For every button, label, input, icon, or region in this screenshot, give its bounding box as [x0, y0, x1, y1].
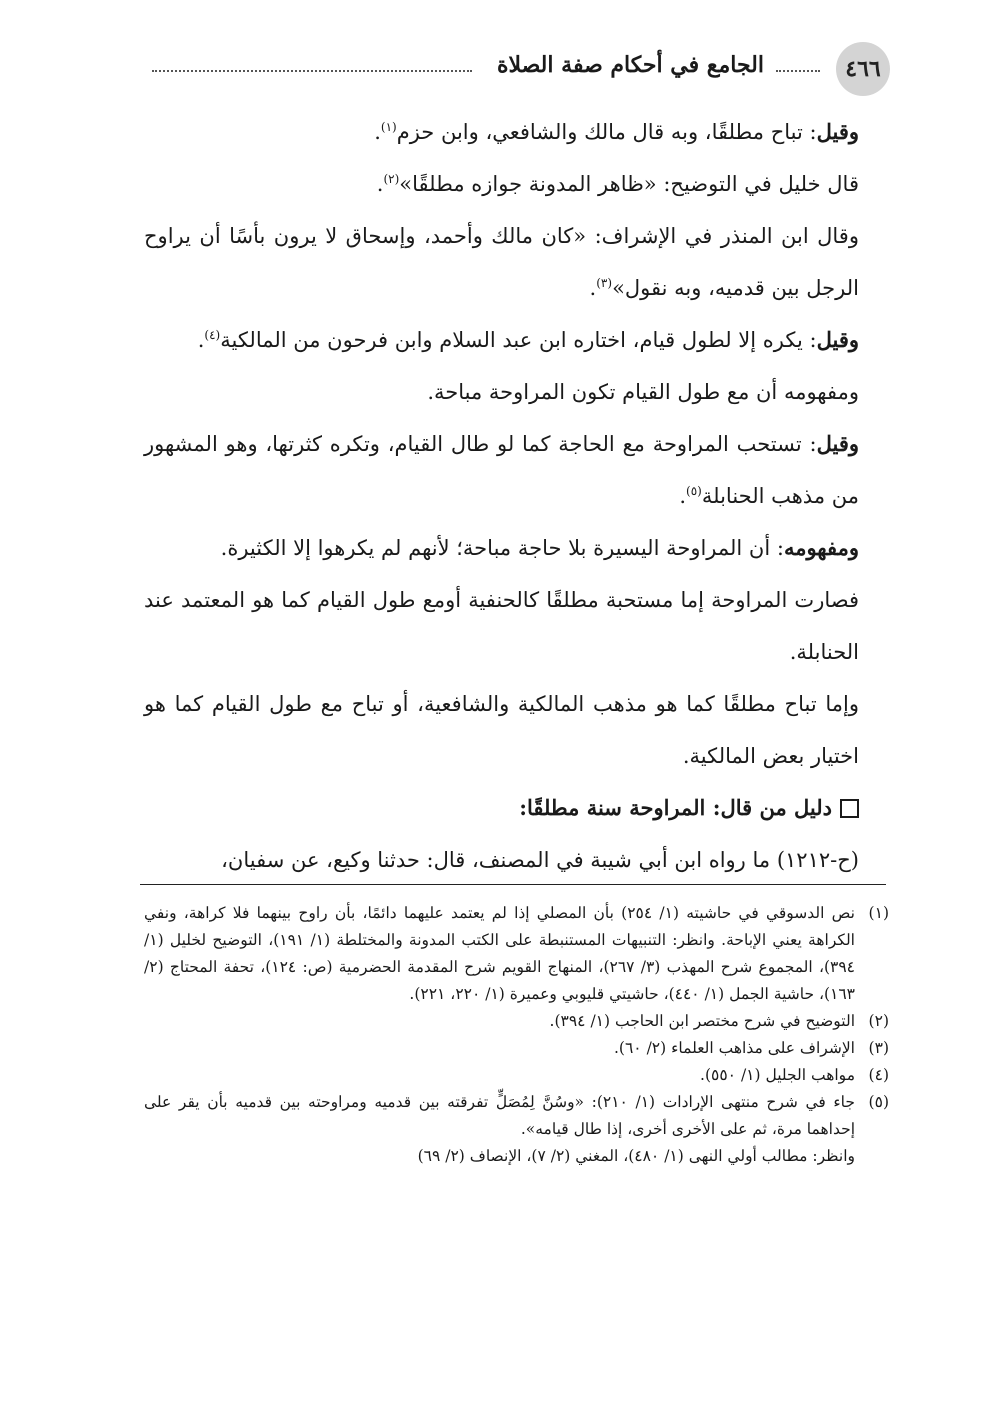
bold-lead: وقيل — [816, 119, 859, 144]
footnotes — [144, 900, 889, 1170]
footnote-ref[interactable]: (١) — [380, 120, 397, 134]
footnote-separator — [140, 884, 886, 885]
bold-lead: وقيل — [816, 431, 859, 456]
header-dots-right — [776, 70, 820, 72]
punct: . — [197, 328, 205, 352]
page-number: ٤٦٦ — [836, 42, 890, 96]
footnote-ref[interactable]: (٣) — [596, 276, 613, 290]
footnote-text: مواهب الجليل (١/ ٥٥٠). — [700, 1066, 855, 1084]
heading-text: دليل من قال: المراوحة سنة مطلقًا: — [519, 795, 832, 820]
footnote-text: الإشراف على مذاهب العلماء (٢/ ٦٠). — [614, 1039, 855, 1057]
footnote-number: (٢) — [868, 1012, 889, 1030]
main-text — [144, 106, 889, 886]
paragraph-6 — [144, 418, 889, 522]
paragraph-text: : تستحب المراوحة مع الحاجة كما لو طال القيام، وتكره كثرتها، وهو المشهور من مذهب الحنابلة — [144, 432, 859, 508]
paragraph-1 — [144, 106, 889, 158]
paragraph-7 — [144, 522, 889, 574]
section-heading — [144, 782, 889, 834]
footnote-number: (٣) — [868, 1039, 889, 1057]
footnote-ref[interactable]: (٢) — [383, 172, 400, 186]
paragraph-5: ومفهومه أن مع طول القيام تكون المراوحة مباحة. — [427, 380, 859, 404]
paragraph-4 — [144, 314, 889, 366]
paragraph-9: وإما تباح مطلقًا كما هو مذهب المالكية والشافعية، أو تباح مع طول القيام كما هو اختيار بعض المالكية. — [144, 692, 859, 768]
punct: . — [376, 172, 384, 196]
paragraph-text: قال خليل في التوضيح: «ظاهر المدونة جوازه مطلقًا» — [399, 172, 859, 196]
paragraph-8: فصارت المراوحة إما مستحبة مطلقًا كالحنفية أومع طول القيام كما هو المعتمد عند الحنابلة. — [144, 588, 859, 664]
footnote — [144, 1089, 889, 1143]
paragraph-2 — [144, 158, 889, 210]
footnote-number: (١) — [868, 904, 889, 922]
footnote-ref[interactable]: (٥) — [686, 484, 702, 498]
paragraph-text: : تباح مطلقًا، وبه قال مالك والشافعي، وابن حزم — [396, 120, 817, 144]
footnote-number: (٥) — [868, 1093, 889, 1111]
footnote-text: التوضيح في شرح مختصر ابن الحاجب (١/ ٣٩٤). — [549, 1012, 855, 1030]
footnote — [144, 1062, 889, 1089]
running-title: الجامع في أحكام صفة الصلاة — [496, 52, 764, 78]
punct: . — [589, 276, 597, 300]
punct: . — [374, 120, 381, 144]
footnote-continuation: وانظر: مطالب أولي النهى (١/ ٤٨٠)، المغني (٢/ ٧)، الإنصاف (٢/ ٦٩) — [417, 1147, 855, 1165]
page-header — [140, 42, 890, 102]
paragraph-text: : أن المراوحة اليسيرة بلا حاجة مباحة؛ لأنهم لم يكرهوا إلا الكثيرة. — [220, 536, 784, 560]
bold-lead: وقيل — [816, 327, 859, 352]
paragraph-text: وقال ابن المنذر في الإشراف: «كان مالك وأحمد، وإسحاق لا يرون بأسًا أن يراوح الرجل بين قدميه، وبه نقول» — [144, 224, 859, 300]
paragraph-10: (ح-١٢١٢) ما رواه ابن أبي شيبة في المصنف، قال: حدثنا وكيع، عن سفيان، — [221, 848, 859, 872]
footnote — [144, 1035, 889, 1062]
header-dots-left — [152, 70, 472, 72]
bold-lead: ومفهومه — [783, 535, 859, 560]
footnote-ref[interactable]: (٤) — [204, 328, 221, 342]
footnote — [144, 900, 889, 1008]
footnote-text: جاء في شرح منتهى الإرادات (١/ ٢١٠): «وسُنَّ لِمُصَلٍّ تفرقته بين قدميه ومراوحته بين قدميه بأن يقر على إحداهما مرة، ثم على الأخرى أخرى، إذا طال قيامه». — [144, 1093, 855, 1138]
footnote-number: (٤) — [868, 1066, 889, 1084]
checkbox-icon — [840, 799, 859, 818]
footnote — [144, 1008, 889, 1035]
paragraph-text: : يكره إلا لطول قيام، اختاره ابن عبد السلام وابن فرحون من المالكية — [220, 328, 817, 352]
paragraph-3 — [144, 210, 889, 314]
footnote-text: نص الدسوقي في حاشيته (١/ ٢٥٤) بأن المصلي إذا لم يعتمد عليهما دائمًا، بأن راوح بينهما فلا كراهة، ونفي الكراهة يعني الإباحة. وانظر: التنبيهات المستنبطة على الكتب المدونة والمختلطة (١/ ١٩١)، التوضيح لخليل (١/ ٣٩٤)، المجموع شرح المهذب (٣/ ٢٦٧)، المنهاج القويم شرح المقدمة الحضرمية (ص: ١٢٤)، تحفة المحتاج (٢/ ١٦٣)، حاشية الجمل (١/ ٤٤٠)، حاشيتي قليوبي وعميرة (١/ ٢٢٠، ٢٢١). — [144, 904, 855, 1003]
punct: . — [679, 484, 687, 508]
